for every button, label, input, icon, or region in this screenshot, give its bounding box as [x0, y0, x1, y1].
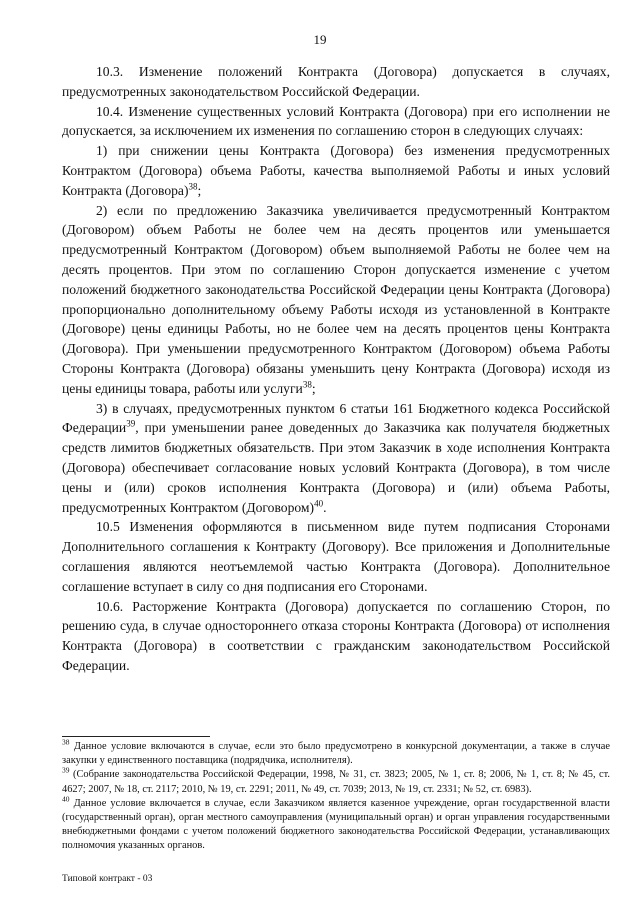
document-body — [62, 62, 610, 676]
footnote-mark: 39 — [62, 765, 70, 775]
page-number: 19 — [313, 32, 327, 47]
clause-text: 1) при снижении цены Контракта (Договора) без изменения предусмотренных Контрактом (Договора) объема Работы, качества выполняемой Работы и иных условий Контракта (Договора) — [62, 143, 610, 198]
clause-10-4-item-2 — [62, 201, 610, 399]
footnote-text: (Собрание законодательства Российской Федерации, 1998, № 31, ст. 3823; 2005, № 1, ст. 8; 2006, № 1, ст. 8; № 45, ст. 4627; 2007, № 18, ст. 2117; 2010, № 19, ст. 2291; 2011, № 49, ст. 7039; 2013, № 19, ст. 2331; № 52, ст. 6983). — [62, 769, 610, 795]
clause-10-4 — [62, 102, 610, 142]
page-footer: Типовой контракт - 03 — [62, 874, 153, 884]
clause-text: 10.3. Изменение положений Контракта (Договора) допускается в случаях, предусмотренных законодательством Российской Федерации. — [62, 64, 610, 99]
footnote-ref[interactable]: 39 — [126, 418, 136, 429]
footnotes — [62, 737, 610, 854]
clause-10-5 — [62, 517, 610, 596]
clause-text: 10.6. Расторжение Контракта (Договора) допускается по соглашению Сторон, по решению суда, в случае одностороннего отказа стороны Контракта (Договора) от исполнения Контракта (Договора) в соответствии с гражданским законодательством Российской Федерации. — [62, 598, 610, 673]
footnote-text: Данное условие включаются в случае, если это было предусмотрено в конкурсной документации, а также в случае закупки у единственного поставщика (подрядчика, исполнителя). — [62, 741, 610, 767]
clause-tail: ; — [311, 380, 316, 396]
clause-10-6 — [62, 597, 610, 676]
footnote-mark: 38 — [62, 737, 70, 747]
clause-text: 2) если по предложению Заказчика увеличивается предусмотренный Контрактом (Договором) объем Работы не более чем на десять процентов или уменьшается предусмотренный Контрактом (Договором) объем выполняемой Работы не более чем на десять процентов. При этом по соглашению Сторон допускается изменение с учетом положений бюджетного законодательства Российской Федерации цены Контракта (Договора) пропорционально дополнительному объему Работы исходя из установленной в Контракте (Договоре) цены единицы Работы, но не более чем на десять процентов цены Контракта (Договора). При уменьшении предусмотренного Контрактом (Договором) объема Работы Стороны Контракта (Договора) обязаны уменьшить цену Контракта (Договора) исходя из цены единицы товара, работы или услуги — [62, 202, 610, 396]
footnote-divider — [62, 736, 210, 737]
clause-tail: ; — [197, 182, 202, 198]
clause-10-3 — [62, 62, 610, 102]
footnote-ref[interactable]: 38 — [188, 181, 198, 192]
footnote-ref[interactable]: 38 — [302, 379, 312, 390]
footnote-mark: 40 — [62, 794, 70, 804]
clause-10-4-item-1 — [62, 141, 610, 200]
footnote-ref[interactable]: 40 — [314, 498, 324, 508]
clause-tail: , при уменьшении ранее доведенных до Заказчика как получателя бюджетных средств лимитов бюджетных обязательств. При этом Заказчик в ходе исполнения Контракта (Договора) обеспечивает согласование новых условий Контракта (Договора), в том числе цены и (или) сроков исполнения Контракта (Договора) и (или) объема Работы, предусмотренных Контрактом (Договором) — [62, 420, 610, 515]
footnote-38 — [62, 737, 610, 768]
footnote-39 — [62, 765, 610, 796]
clause-text: 10.5 Изменения оформляются в письменном виде путем подписания Сторонами Дополнительного соглашения к Контракту (Договору). Все приложения и Дополнительные соглашения являются неотъемлемой частью Контракта (Договора). Дополнительное соглашение вступает в силу со дня подписания его Сторонами. — [62, 519, 610, 594]
footnote-text: Данное условие включается в случае, если Заказчиком является казенное учреждение, орган государственной власти (государственный орган), орган местного самоуправления (муниципальный орган) и орган управления государственными внебюджетными фондами с учетом положений бюджетного законодательства Российской Федерации, устанавливающих полномочия указанных органов. — [62, 797, 610, 852]
clause-tail: . — [323, 499, 327, 515]
footnote-40 — [62, 794, 610, 854]
clause-10-4-item-3 — [62, 399, 610, 518]
clause-text: 10.4. Изменение существенных условий Контракта (Договора) при его исполнении не допускается, за исключением их изменения по соглашению сторон в следующих случаях: — [62, 103, 610, 139]
clause-text: 3) в случаях, предусмотренных пунктом 6 статьи 161 Бюджетного кодекса Российской Федерации — [62, 400, 610, 436]
